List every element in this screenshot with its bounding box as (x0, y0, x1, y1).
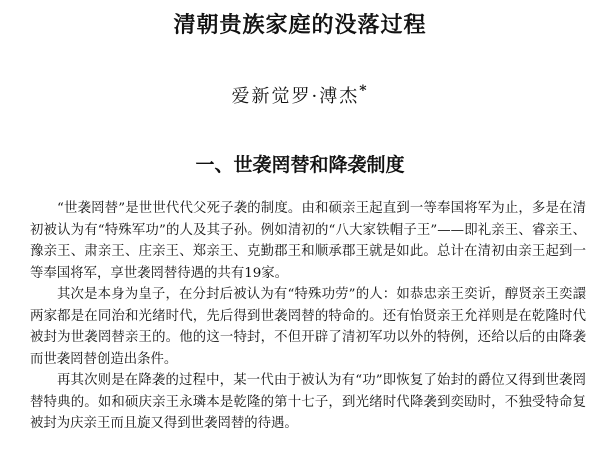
footnote-mark: * (359, 83, 369, 99)
body-text (30, 198, 586, 435)
paragraph: 再其次则是在降袭的过程中，某一代由于被认为有“功”即恢复了始封的爵位又得到世袭罔替特典的。如和硕庆亲王永璘本是乾隆的第十七子，到光绪时代降袭到奕劻时，不独受特命复被封为庆亲王而且旋又得到世袭罔替的待遇。 (30, 373, 586, 431)
author-name: 爱新觉罗·溥杰 (231, 86, 360, 107)
section-heading: 一、世袭罔替和降袭制度 (195, 154, 405, 176)
page-title: 清朝贵族家庭的没落过程 (173, 13, 427, 38)
paragraph: 其次是本身为皇子，在分封后被认为有“特殊功劳”的人：如恭忠亲王奕䜣，醇贤亲王奕譞两家都是在同治和光绪时代，先后得到世袭罔替的特命的。还有怡贤亲王允祥则是在乾隆时代被封为世袭罔替亲王的。他的这一特封，不但开辟了清初军功以外的特例，还给以后的由降袭而世袭罔替创造出条件。 (30, 287, 586, 367)
paragraph: “世袭罔替”是世世代代父死子袭的制度。由和硕亲王起直到一等奉国将军为止，多是在清初被认为有“特殊军功”的人及其子孙。例如清初的“八大家铁帽子王”——即礼亲王、睿亲王、豫亲王、肃亲王、庄亲王、郑亲王、克勤郡王和顺承郡王就是如此。总计在清初由亲王起到一等奉国将军，享世袭罔替待遇的共有19家。 (30, 201, 586, 281)
author-line (0, 82, 600, 108)
